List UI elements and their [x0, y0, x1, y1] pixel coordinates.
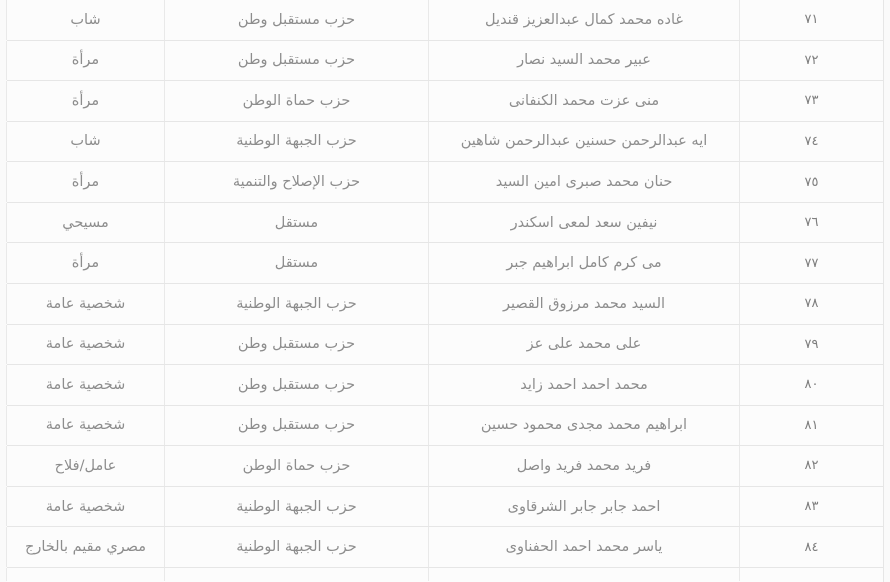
table-row: [7, 284, 883, 325]
cell-name: احمد جابر جابر الشرقاوى: [428, 487, 739, 527]
cell-number: ٨١: [739, 406, 883, 446]
table-row: [7, 365, 883, 406]
cell-number: [739, 568, 883, 581]
cell-category: مسيحي: [6, 203, 164, 243]
candidates-table: [7, 0, 884, 582]
cell-number: ٧٩: [739, 325, 883, 365]
cell-number: ٧٣: [739, 81, 883, 121]
table-row: [7, 162, 883, 203]
cell-number: ٧٥: [739, 162, 883, 202]
cell-number: ٨٤: [739, 527, 883, 567]
cell-category: مصري مقيم بالخارج: [6, 527, 164, 567]
cell-name: على محمد على عز: [428, 325, 739, 365]
cell-name: مى كرم كامل ابراهيم جبر: [428, 243, 739, 283]
cell-category: عامل/فلاح: [6, 446, 164, 486]
cell-category: مرأة: [6, 243, 164, 283]
cell-party: حزب حماة الوطن: [164, 446, 428, 486]
cell-category: شخصية عامة: [6, 365, 164, 405]
cell-party: حزب مستقبل وطن: [164, 406, 428, 446]
cell-name: [428, 568, 739, 581]
cell-party: حزب مستقبل وطن: [164, 41, 428, 81]
cell-number: ٨٣: [739, 487, 883, 527]
cell-name: ابراهيم محمد مجدى محمود حسين: [428, 406, 739, 446]
cell-party: مستقل: [164, 203, 428, 243]
cell-category: شخصية عامة: [6, 487, 164, 527]
cell-number: ٧٦: [739, 203, 883, 243]
cell-name: عبير محمد السيد نصار: [428, 41, 739, 81]
candidates-table-body: [7, 0, 883, 568]
cell-name: غاده محمد كمال عبدالعزيز قنديل: [428, 0, 739, 40]
table-row: [7, 0, 883, 41]
cell-name: نيفين سعد لمعى اسكندر: [428, 203, 739, 243]
cell-category: [6, 568, 164, 581]
cell-party: [164, 568, 428, 581]
cell-number: ٧٢: [739, 41, 883, 81]
table-row: [7, 406, 883, 447]
cell-name: ياسر محمد احمد الحفناوى: [428, 527, 739, 567]
cell-number: ٨٠: [739, 365, 883, 405]
cell-name: ايه عبدالرحمن حسنين عبدالرحمن شاهين: [428, 122, 739, 162]
table-row: [7, 81, 883, 122]
table-row: [7, 243, 883, 284]
cell-number: ٧٧: [739, 243, 883, 283]
table-row: [7, 487, 883, 528]
table-row: [7, 122, 883, 163]
cell-party: حزب الجبهة الوطنية: [164, 487, 428, 527]
cell-category: مرأة: [6, 81, 164, 121]
cell-party: حزب مستقبل وطن: [164, 0, 428, 40]
cell-number: ٧١: [739, 0, 883, 40]
cell-party: حزب حماة الوطن: [164, 81, 428, 121]
cell-category: شخصية عامة: [6, 325, 164, 365]
cell-category: شاب: [6, 0, 164, 40]
cell-number: ٨٢: [739, 446, 883, 486]
cell-category: شخصية عامة: [6, 406, 164, 446]
cell-party: مستقل: [164, 243, 428, 283]
cell-name: محمد احمد احمد زايد: [428, 365, 739, 405]
cell-number: ٧٤: [739, 122, 883, 162]
cell-name: منى عزت محمد الكنفانى: [428, 81, 739, 121]
cell-party: حزب الجبهة الوطنية: [164, 527, 428, 567]
cell-category: مرأة: [6, 162, 164, 202]
table-row: [7, 446, 883, 487]
cell-category: مرأة: [6, 41, 164, 81]
cell-category: شاب: [6, 122, 164, 162]
cell-number: ٧٨: [739, 284, 883, 324]
cell-party: حزب الجبهة الوطنية: [164, 284, 428, 324]
table-row: [7, 203, 883, 244]
table-row-partial: [7, 568, 883, 581]
cell-party: حزب مستقبل وطن: [164, 365, 428, 405]
table-row: [7, 41, 883, 82]
cell-name: السيد محمد مرزوق القصير: [428, 284, 739, 324]
cell-party: حزب مستقبل وطن: [164, 325, 428, 365]
cell-party: حزب الإصلاح والتنمية: [164, 162, 428, 202]
cell-category: شخصية عامة: [6, 284, 164, 324]
cell-party: حزب الجبهة الوطنية: [164, 122, 428, 162]
table-row: [7, 325, 883, 366]
cell-name: فريد محمد فريد واصل: [428, 446, 739, 486]
table-row: [7, 527, 883, 568]
cell-name: حنان محمد صبرى امين السيد: [428, 162, 739, 202]
